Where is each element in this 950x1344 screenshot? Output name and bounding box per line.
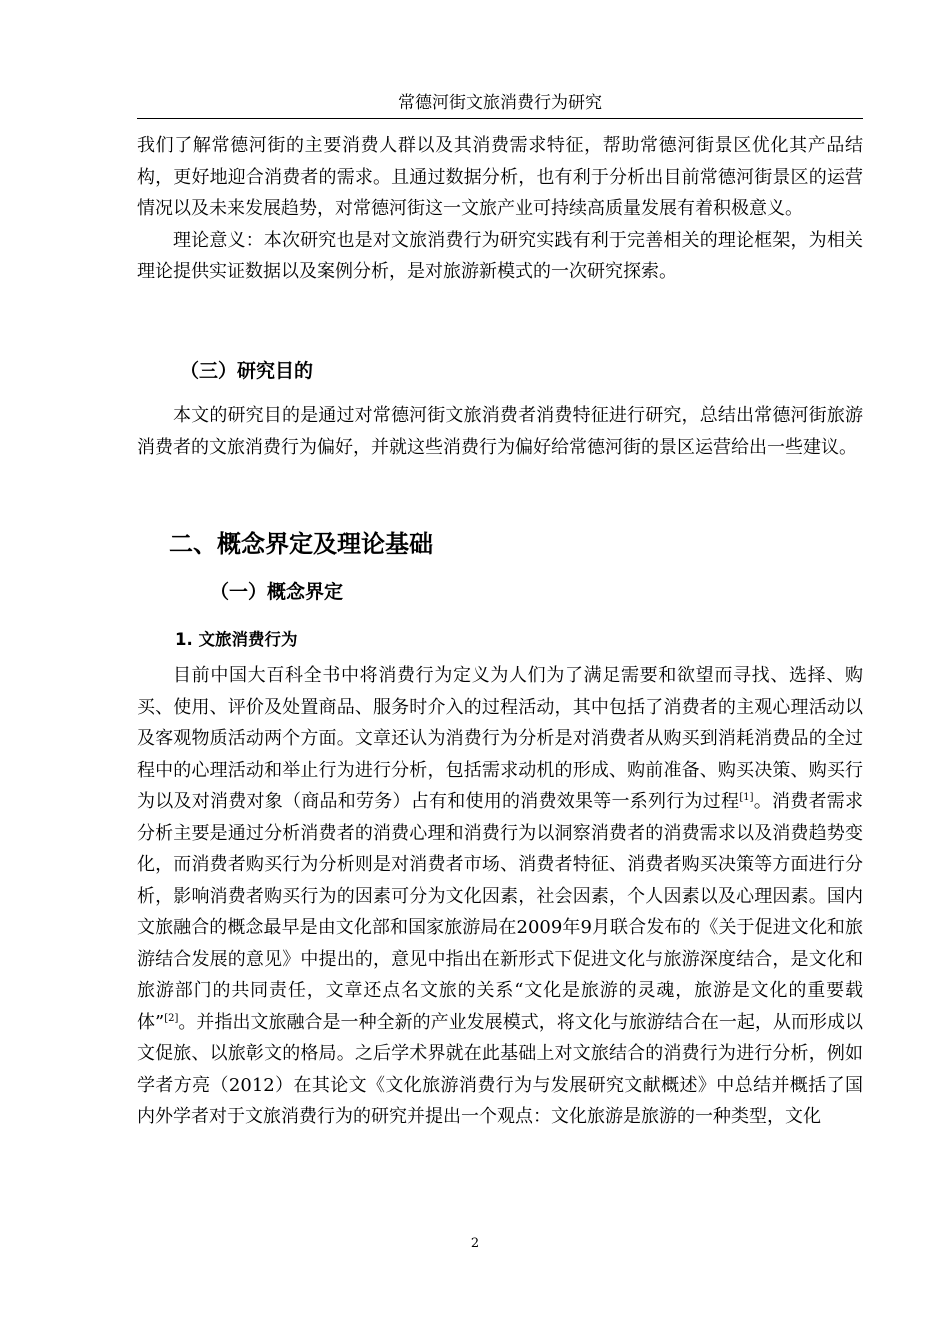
citation-ref-2[interactable]: [2] <box>164 1012 179 1024</box>
chapter-heading: 二、概念界定及理论基础 <box>169 530 433 558</box>
section-heading-concept-definition: （一）概念界定 <box>210 581 344 603</box>
concept-text-part-1: 目前中国大百科全书中将消费行为定义为人们为了满足需要和欲望而寻找、选择、购买、使用、评价及处置商品、服务时介入的过程活动，其中包括了消费者的主观心理活动以及客观物质活动两个方面。文章还认为消费行为分析是对消费者从购买到消耗消费品的全过程中的心理活动和举止行为进行分析，包括需求动机的形成、购前准备、购买决策、购买行为以及对消费对象（商品和劳务）占有和使用的消费效果等一系列行为过程 <box>137 665 863 812</box>
subsection-heading-cultural-tourism-consumption: 1. 文旅消费行为 <box>175 630 298 649</box>
research-purpose-block <box>137 400 863 463</box>
concept-text-part-2: 。消费者需求分析主要是通过分析消费者的消费心理和消费行为以洞察消费者的消费需求以及消费趋势变化，而消费者购买行为分析则是对消费者市场、消费者特征、消费者购买决策等方面进行分析，影响消费者购买行为的因素可分为文化因素，社会因素，个人因素以及心理因素。国内文旅融合的概念最早是由文化部和国家旅游局在2009年9月联合发布的《关于促进文化和旅游结合发展的意见》中提出的，意见中指出在新形式下促进文化与旅游深度结合，是文化和旅游部门的共同责任，文章还点名文旅的关系“文化是旅游的灵魂，旅游是文化的重要载体” <box>137 791 863 1033</box>
concept-paragraph <box>137 660 863 1133</box>
header-title: 常德河街文旅消费行为研究 <box>398 93 602 113</box>
concept-paragraph-block <box>137 660 863 1133</box>
page-number: 2 <box>470 1236 480 1251</box>
concept-text-part-3: 。并指出文旅融合是一种全新的产业发展模式，将文化与旅游结合在一起，从而形成以文促旅、以旅彰文的格局。之后学术界就在此基础上对文旅结合的消费行为进行分析，例如学者方亮（2012）在其论文《文化旅游消费行为与发展研究文献概述》中总结并概括了国内外学者对于文旅消费行为的研究并提出一个观点：文化旅游是旅游的一种类型，文化 <box>137 1011 863 1127</box>
section-heading-research-purpose: （三）研究目的 <box>180 360 314 382</box>
research-purpose-paragraph: 本文的研究目的是通过对常德河街文旅消费者消费特征进行研究，总结出常德河街旅游消费者的文旅消费行为偏好，并就这些消费行为偏好给常德河街的景区运营给出一些建议。 <box>137 405 863 458</box>
theory-significance-paragraph: 理论意义：本次研究也是对文旅消费行为研究实践有利于完善相关的理论框架，为相关理论提供实证数据以及案例分析，是对旅游新模式的一次研究探索。 <box>137 229 863 282</box>
page-header <box>137 92 863 119</box>
intro-paragraph-1: 我们了解常德河街的主要消费人群以及其消费需求特征，帮助常德河街景区优化其产品结构，更好地迎合消费者的需求。且通过数据分析，也有利于分析出目前常德河街景区的运营情况以及未来发展趋势，对常德河街这一文旅产业可持续高质量发展有着积极意义。 <box>137 135 863 219</box>
intro-paragraphs <box>137 130 863 288</box>
citation-ref-1[interactable]: [1] <box>739 792 754 803</box>
